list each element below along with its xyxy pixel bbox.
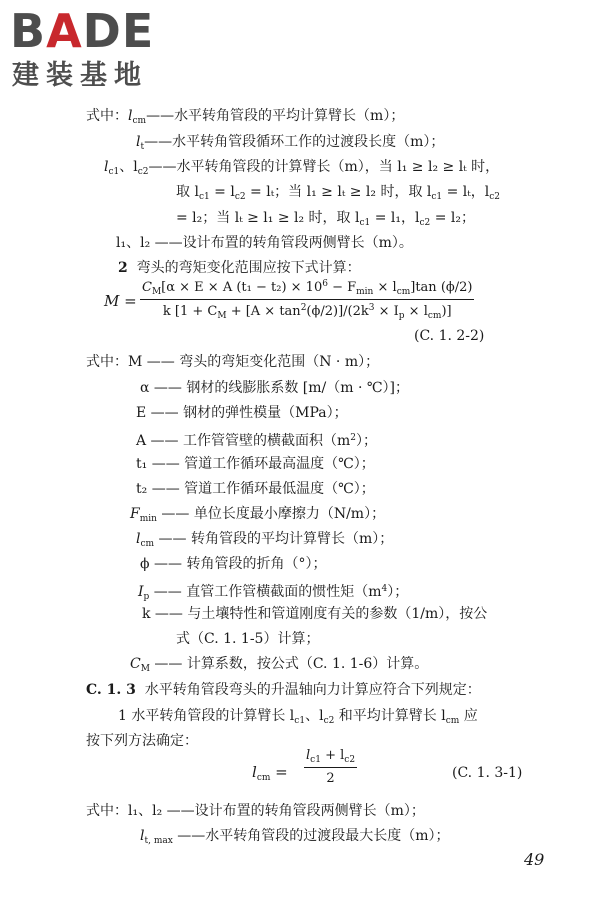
var-Fmin: $F_{min}$ —— 单位长度最小摩擦力（N/m）； (130, 506, 386, 524)
eq2-tag: (C. 1. 2-2) (414, 328, 485, 344)
eq3-lhs: $l_{cm}$ = (252, 763, 288, 783)
eq2-denominator: k $[1 + C_M + [A \times \tan^2(\phi/2)]/(2k^3 \times I_p \times l_{cm})]$ (162, 303, 452, 321)
var-M: 式中：M —— 弯头的弯矩变化范围（N · m）； (86, 354, 380, 370)
var-t1: t₁ —— 管道工作循环最高温度（℃）； (136, 456, 375, 472)
item-1-line2: 按下列方法确定： (86, 733, 198, 749)
def-lc1-lc2-cont2: = l₂；当 lₜ ≥ l₁ ≥ l₂ 时，取 $l_{c1} = l_1$，$l_{c2} = l_2$； (176, 210, 475, 228)
var-lcm: $l_{cm}$ —— 转角管段的平均计算臂长（m）； (136, 531, 394, 549)
eq3-numerator: $l_{c1} + l_{c2}$ (304, 748, 357, 768)
logo-subtitle: 建装基地 (12, 60, 148, 91)
var-k-cont: 式（C. 1. 1-5）计算； (176, 631, 320, 647)
final-def-l1-l2: 式中：l₁、l₂ ——设计布置的转角管段两侧臂长（m）； (86, 803, 425, 819)
logo-accent-a: A (46, 4, 83, 58)
var-k: k —— 与土壤特性和管道刚度有关的参数（1/m），按公 (142, 606, 488, 622)
var-alpha: α —— 钢材的线膨胀系数 [m/（m · ℃）]； (140, 380, 410, 396)
eq2-fraction (140, 279, 474, 321)
var-CM: $C_M$ —— 计算系数，按公式（C. 1. 1-6）计算。 (130, 656, 429, 674)
var-t2: t₂ —— 管道工作循环最低温度（℃）； (136, 481, 375, 497)
page-number: 49 (524, 850, 545, 869)
def-lt: $l_t——$水平转角管段循环工作的过渡段长度（m）； (136, 134, 445, 152)
eq2-lhs: M = (104, 292, 137, 310)
eq2-numerator: $C_M[\alpha \times E \times A$ $(t_1 - t_2) \times 10^6 - F_{min} \times l_{cm}]\tan$ (ϕ/2) (140, 279, 474, 300)
bade-logo (10, 4, 180, 96)
var-Ip: $I_p$ —— 直管工作管横截面的惯性矩$(m^4)$； (138, 584, 409, 602)
def-lcm: 式中：$l_{cm}——$水平转角管段的平均计算臂长（m）； (86, 108, 405, 126)
final-def-lt-max: $l_{t, max}$ ——水平转角管段的过渡段最大长度（m）； (140, 828, 450, 846)
def-l1-l2: l₁、l₂ ——设计布置的转角管段两侧臂长（m）。 (116, 235, 413, 251)
var-phi: ϕ —— 转角管段的折角（°）； (140, 556, 327, 572)
eq3-fraction (304, 748, 357, 786)
var-E: E —— 钢材的弹性模量（MPa）； (136, 405, 348, 421)
def-lc1-lc2-cont1: 取 $l_{c1} = l_{c2} = l_t$；当 l₁ ≥ lₜ ≥ l₂ 时，取 $l_{c1} = l_t$，$l_{c2}$ (176, 184, 500, 202)
item-2-heading: 2 弯头的弯矩变化范围应按下式计算： (118, 260, 361, 276)
item-1-line1: 1 水平转角管段的计算臂长 $l_{c1}$、$l_{c2}$ 和平均计算臂长 $l_{cm}$ 应 (118, 708, 478, 726)
section-c13-heading: C. 1. 3 水平转角管段弯头的升温轴向力计算应符合下列规定： (86, 682, 481, 698)
var-A: A —— 工作管管壁的横截面积$(m^2)$； (136, 433, 378, 449)
eq3-denominator: 2 (326, 771, 335, 786)
logo-wordmark: BADE (10, 4, 155, 58)
def-lc1-lc2: $l_{c1}$、$l_{c2}——$水平转角管段的计算臂长（m），当 l₁ ≥ l₂ ≥ lₜ 时， (104, 159, 500, 177)
eq3-tag: (C. 1. 3-1) (452, 765, 523, 781)
